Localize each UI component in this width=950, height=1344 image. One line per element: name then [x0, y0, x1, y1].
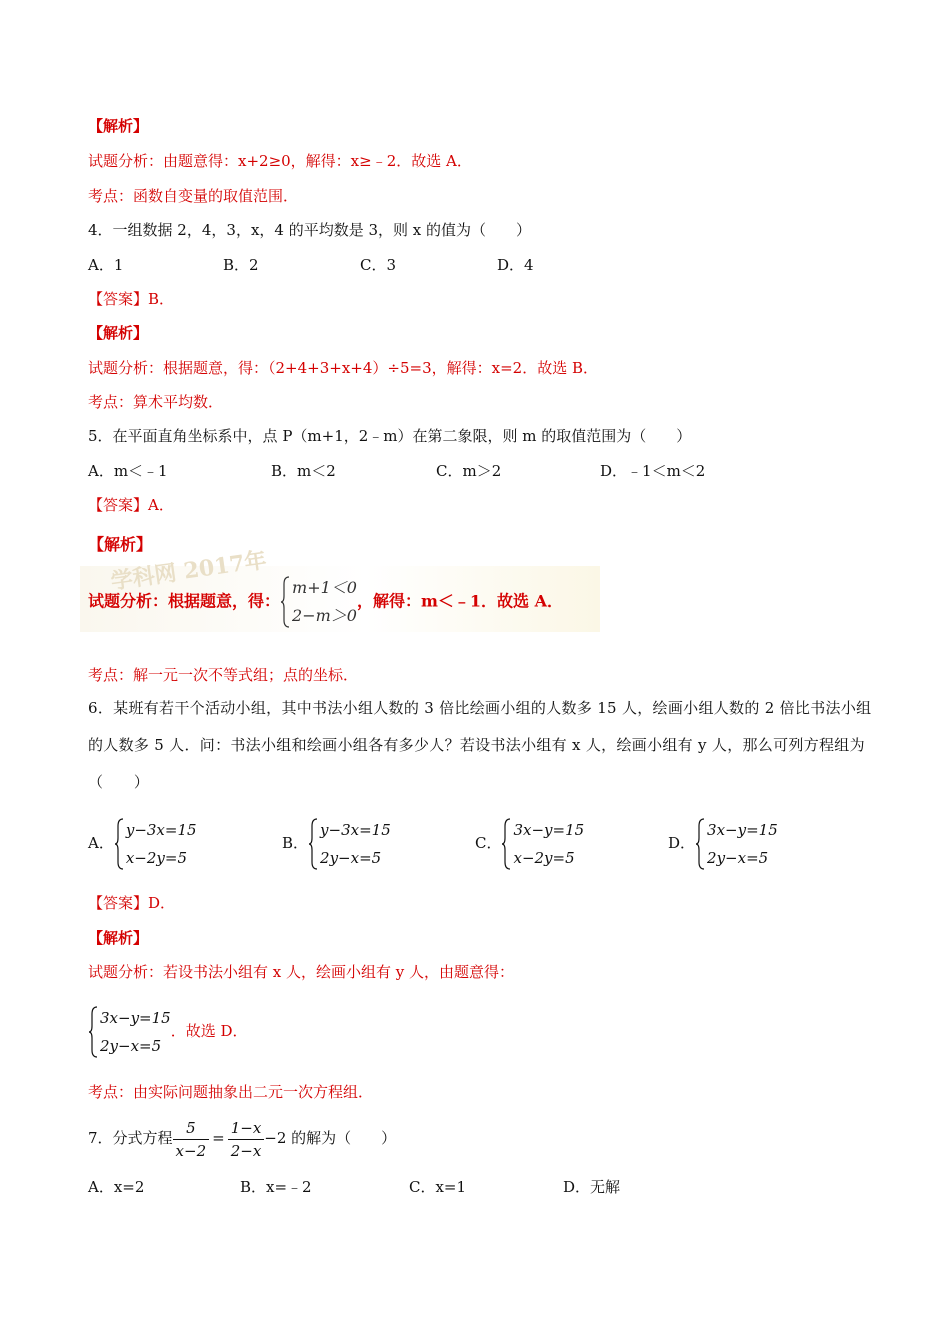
q6-option-a-row-1: y−3x=15 — [125, 821, 197, 839]
q6-option-c-system — [501, 816, 584, 872]
q7-option-d: D．无解 — [563, 1178, 621, 1196]
q5-option-c: C．m＞2 — [436, 462, 502, 480]
brace-icon — [280, 576, 290, 628]
q5-system-row-1: m+1＜0 — [292, 578, 357, 597]
q6-kaodian: 考点：由实际问题抽象出二元一次方程组． — [88, 1083, 374, 1101]
q6-option-b-row-1: y−3x=15 — [320, 821, 391, 839]
watermark-text: 学科网 2017年 — [109, 547, 269, 595]
q5-inequality-system — [280, 574, 357, 630]
q3-kaodian: 考点：函数自变量的取值范围． — [88, 187, 299, 205]
q6-option-b-row-2: 2y−x=5 — [320, 849, 382, 867]
q6-analysis: 试题分析：若设书法小组有 x 人，绘画小组有 y 人，由题意得： — [88, 963, 515, 981]
q6-option-d-label: D． — [668, 834, 696, 852]
q6-answer-system-line — [88, 1004, 248, 1060]
q7-stem — [88, 1114, 396, 1162]
q4-stem: 4．一组数据 2，4，3，x，4 的平均数是 3，则 x 的值为（ ） — [88, 221, 532, 239]
q6-option-d-row-2: 2y−x=5 — [707, 849, 769, 867]
q4-option-a: A．1 — [88, 256, 124, 274]
q5-kaodian: 考点：解一元一次不等式组；点的坐标． — [88, 666, 359, 684]
q5-stem: 5．在平面直角坐标系中，点 P（m+1，2﹣m）在第二象限，则 m 的取值范围为（ ） — [88, 427, 692, 445]
brace-icon — [308, 818, 318, 870]
q6-answer-system — [88, 1004, 171, 1060]
q3-jiexi-label: 【解析】 — [88, 117, 149, 135]
q5-analysis-suffix: ，解得：m＜﹣1．故选 A． — [356, 591, 564, 611]
q6-option-b — [282, 816, 391, 872]
q7-fraction-2-numerator: 1−x — [228, 1117, 265, 1140]
q7-option-c: C．x=1 — [409, 1178, 467, 1196]
q6-answer-system-row-2: 2y−x=5 — [100, 1037, 162, 1055]
q6-option-c — [475, 816, 584, 872]
q4-analysis: 试题分析：根据题意，得：（2+4+3+x+4）÷5=3，解得：x=2．故选 B． — [88, 359, 598, 377]
q5-option-b: B．m＜2 — [271, 462, 336, 480]
q6-option-b-system — [308, 816, 391, 872]
q6-jiexi-label: 【解析】 — [88, 929, 149, 947]
q5-analysis-image — [80, 547, 600, 632]
q6-answer-system-row-1: 3x−y=15 — [100, 1009, 171, 1027]
q6-option-d-system — [695, 816, 778, 872]
q6-option-a-label: A． — [88, 834, 114, 852]
q6-option-c-row-2: x−2y=5 — [513, 849, 575, 867]
q6-answer-system-suffix: ．故选 D． — [170, 1022, 248, 1040]
q6-option-a-row-2: x−2y=5 — [125, 849, 188, 867]
q6-stem: 6．某班有若干个活动小组，其中书法小组人数的 3 倍比绘画小组的人数多 15 人，绘画小组人数的 2 倍比书法小组的人数多 5 人．问：书法小组和绘画小组各有多少人？若设书法小组有 x 人，绘画小组有 y 人，那么可列方程组为（ ） — [88, 699, 872, 791]
q6-option-c-row-1: 3x−y=15 — [513, 821, 585, 839]
q5-system-row-2: 2−m＞0 — [292, 606, 357, 625]
q7-fraction-1 — [173, 1117, 210, 1162]
q7-fraction-2-denominator: 2−x — [230, 1141, 262, 1160]
q7-option-b: B．x=﹣2 — [240, 1178, 312, 1196]
q7-option-a: A．x=2 — [88, 1178, 145, 1196]
q4-answer: 【答案】B． — [88, 290, 175, 308]
q4-option-c: C．3 — [360, 256, 397, 274]
q6-answer: 【答案】D． — [88, 894, 176, 912]
q5-option-d: D．﹣1＜m＜2 — [600, 462, 706, 480]
q6-option-d-row-1: 3x−y=15 — [707, 821, 778, 839]
q7-fraction-2 — [228, 1117, 265, 1162]
q7-equals: = — [212, 1129, 225, 1147]
q5-answer: 【答案】A． — [88, 496, 174, 514]
q4-option-b: B．2 — [223, 256, 259, 274]
q3-analysis: 试题分析：由题意得：x+2≥0，解得：x≥﹣2．故选 A． — [88, 152, 472, 170]
brace-icon — [695, 818, 705, 870]
q6-option-a — [88, 816, 197, 872]
brace-icon — [114, 818, 124, 870]
q7-stem-prefix: 7．分式方程 — [88, 1129, 173, 1147]
brace-icon — [501, 818, 511, 870]
q4-kaodian: 考点：算术平均数． — [88, 393, 224, 411]
q6-option-b-label: B． — [282, 834, 309, 852]
q6-option-d — [668, 816, 778, 872]
q4-jiexi-label: 【解析】 — [88, 324, 149, 342]
q4-option-d: D．4 — [497, 256, 534, 274]
q7-stem-suffix: −2 的解为（ ） — [264, 1129, 397, 1147]
q7-fraction-1-numerator: 5 — [173, 1117, 210, 1140]
q6-option-a-system — [114, 816, 197, 872]
q5-analysis-prefix: 试题分析：根据题意，得： — [88, 591, 281, 611]
q5-jiexi-label: 【解析】 — [88, 535, 153, 554]
q5-option-a: A．m＜﹣1 — [88, 462, 168, 480]
brace-icon — [88, 1006, 98, 1058]
q6-option-c-label: C． — [475, 834, 502, 852]
q7-fraction-1-denominator: x−2 — [175, 1141, 207, 1160]
